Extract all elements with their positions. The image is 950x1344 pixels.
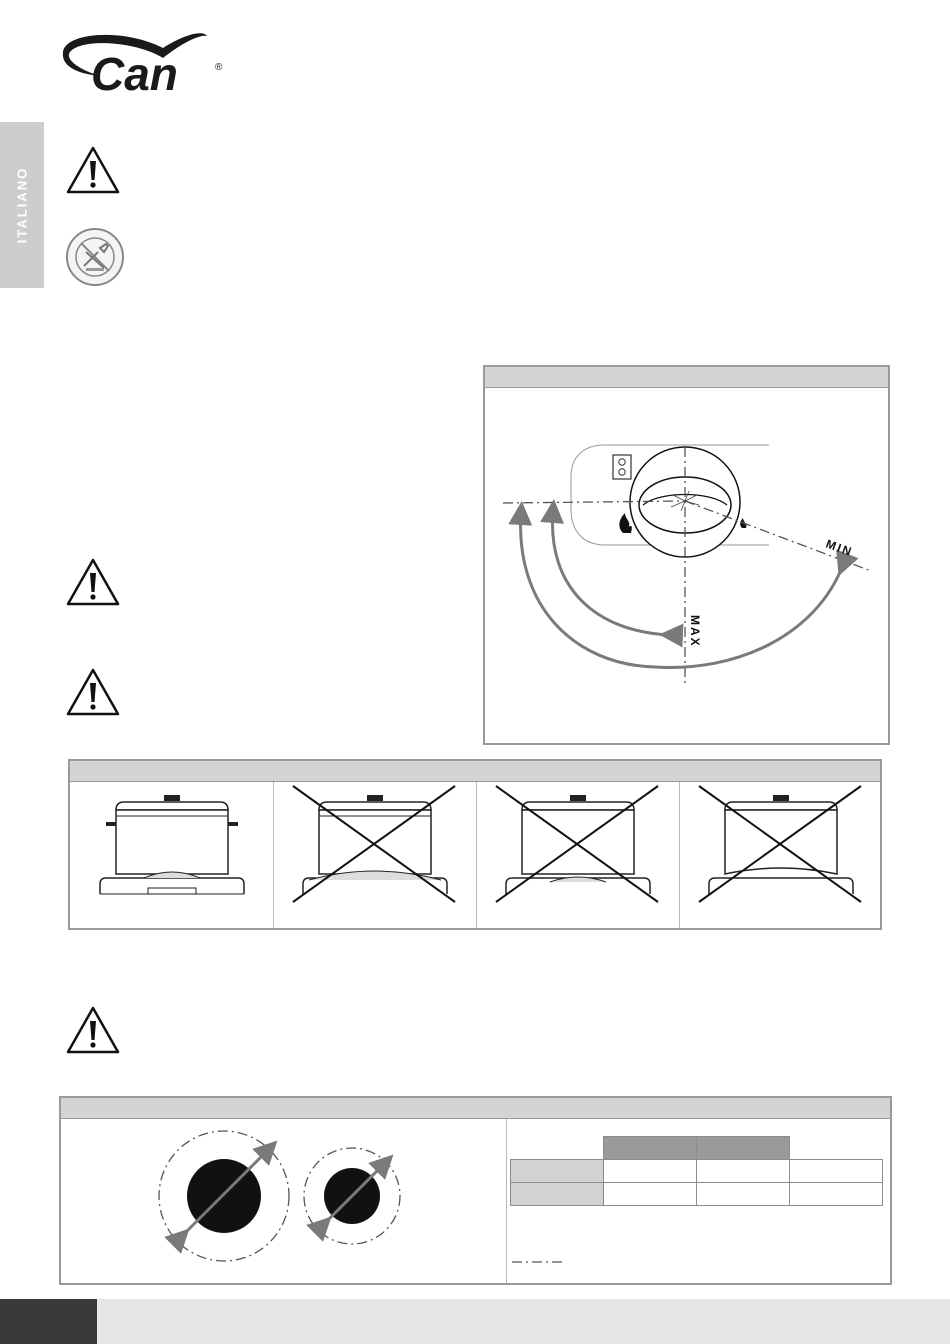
table-column-header <box>697 1137 790 1160</box>
table-row <box>511 1183 883 1206</box>
pot-panel-correct <box>70 782 274 928</box>
figure-header <box>61 1098 890 1119</box>
warning-triangle-icon <box>65 1005 121 1055</box>
pan-diameter-table <box>510 1136 883 1206</box>
table-column-header <box>604 1137 697 1160</box>
diameter-illustration <box>61 1119 507 1283</box>
warning-triangle-icon <box>65 557 121 607</box>
pot-panel-convex <box>679 782 880 928</box>
figure-pot-placement <box>68 759 882 930</box>
figure-header <box>485 367 888 388</box>
min-label: MIN <box>823 536 856 560</box>
legend-dashdot-line <box>512 1254 564 1272</box>
pot-panel-off-center <box>476 782 680 928</box>
flame-large-icon <box>619 513 631 533</box>
figure-knob-rotation <box>483 365 890 745</box>
footer-bar <box>97 1299 950 1344</box>
language-tab-label: ITALIANO <box>14 166 30 244</box>
max-label: MAX <box>688 615 702 648</box>
footer-page-block <box>0 1299 97 1344</box>
table-row <box>511 1160 883 1183</box>
logo-text: Can <box>91 48 178 100</box>
figure-header <box>70 761 880 782</box>
no-diy-tools-icon <box>64 226 126 288</box>
svg-text:®: ® <box>215 62 223 73</box>
pot-panel-small-burner <box>273 782 477 928</box>
brand-logo <box>55 22 235 100</box>
warning-triangle-icon <box>65 145 121 195</box>
warning-triangle-icon <box>65 667 121 717</box>
